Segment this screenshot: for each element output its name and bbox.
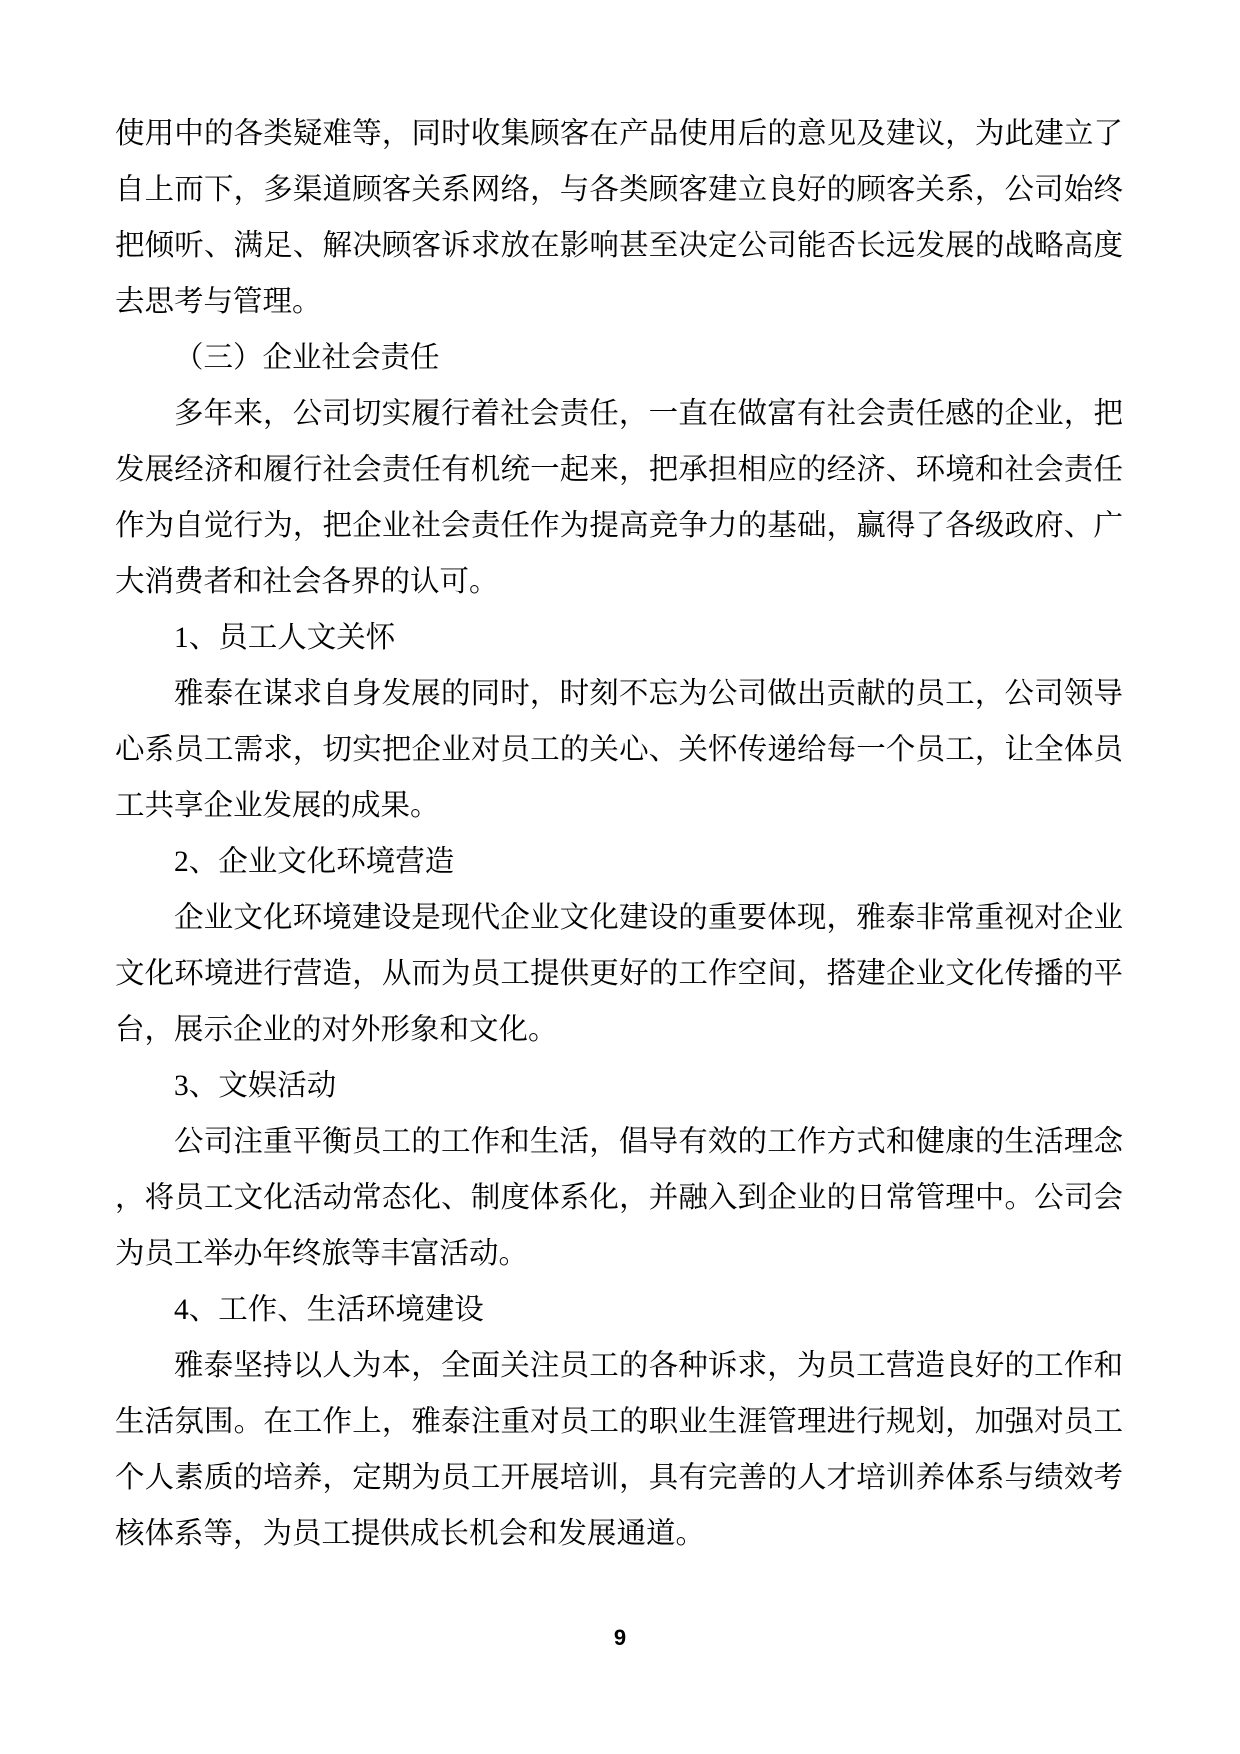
text-line: 去思考与管理。 bbox=[115, 286, 322, 318]
heading-line: 1、员工人文关怀 bbox=[174, 622, 396, 654]
text-line: 使用中的各类疑难等，同时收集顾客在产品使用后的意见及建议，为此建立了 bbox=[115, 118, 1123, 150]
text-line: 雅泰坚持以人为本，全面关注员工的各种诉求，为员工营造良好的工作和 bbox=[174, 1350, 1123, 1382]
text-line: 台，展示企业的对外形象和文化。 bbox=[115, 1014, 558, 1046]
text-line: 工共享企业发展的成果。 bbox=[115, 790, 440, 822]
heading-line: （三）企业社会责任 bbox=[174, 342, 440, 374]
text-line: 企业文化环境建设是现代企业文化建设的重要体现，雅泰非常重视对企业 bbox=[174, 902, 1123, 934]
text-line: 把倾听、满足、解决顾客诉求放在影响甚至决定公司能否长远发展的战略高度 bbox=[115, 230, 1123, 262]
text-line: 核体系等，为员工提供成长机会和发展通道。 bbox=[115, 1518, 706, 1550]
text-line: 为员工举办年终旅等丰富活动。 bbox=[115, 1238, 529, 1270]
text-line: 多年来，公司切实履行着社会责任，一直在做富有社会责任感的企业，把 bbox=[174, 398, 1123, 430]
text-line: 发展经济和履行社会责任有机统一起来，把承担相应的经济、环境和社会责任 bbox=[115, 454, 1123, 486]
text-line: 作为自觉行为，把企业社会责任作为提高竞争力的基础，赢得了各级政府、广 bbox=[115, 510, 1123, 542]
text-line: 生活氛围。在工作上，雅泰注重对员工的职业生涯管理进行规划，加强对员工 bbox=[115, 1406, 1123, 1438]
text-line: 大消费者和社会各界的认可。 bbox=[115, 566, 499, 598]
heading-line: 2、企业文化环境营造 bbox=[174, 846, 455, 878]
text-line: 心系员工需求，切实把企业对员工的关心、关怀传递给每一个员工，让全体员 bbox=[115, 734, 1123, 766]
text-line: 文化环境进行营造，从而为员工提供更好的工作空间，搭建企业文化传播的平 bbox=[115, 958, 1123, 990]
text-line: 个人素质的培养，定期为员工开展培训，具有完善的人才培训养体系与绩效考 bbox=[115, 1462, 1123, 1494]
heading-line: 4、工作、生活环境建设 bbox=[174, 1294, 484, 1326]
text-line: 公司注重平衡员工的工作和生活，倡导有效的工作方式和健康的生活理念 bbox=[174, 1126, 1123, 1158]
text-line: ，将员工文化活动常态化、制度体系化，并融入到企业的日常管理中。公司会 bbox=[115, 1182, 1123, 1214]
text-line: 雅泰在谋求自身发展的同时，时刻不忘为公司做出贡献的员工，公司领导 bbox=[174, 678, 1123, 710]
page-number: 9 bbox=[613, 1625, 627, 1650]
text-block bbox=[115, 106, 1123, 1562]
text-line: 自上而下，多渠道顾客关系网络，与各类顾客建立良好的顾客关系，公司始终 bbox=[115, 174, 1123, 206]
heading-line: 3、文娱活动 bbox=[174, 1070, 337, 1102]
